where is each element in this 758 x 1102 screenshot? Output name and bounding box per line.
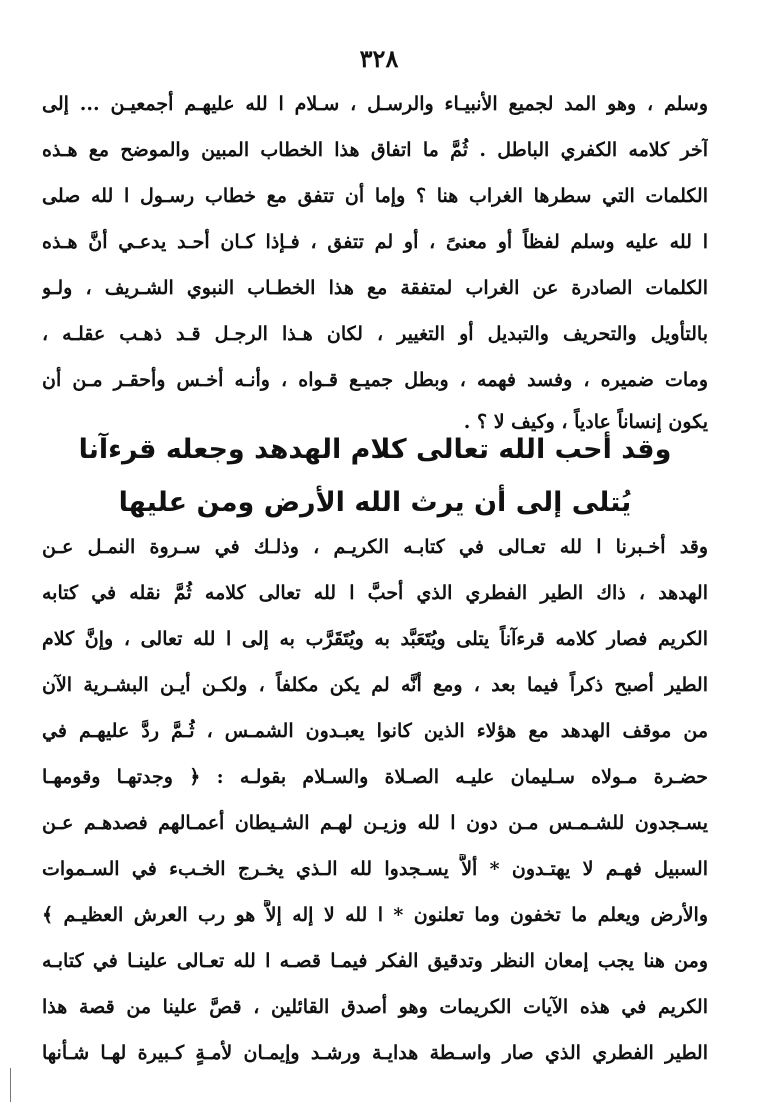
text-line: الكريم فصار كلامه قرءآناً يتلى ويُتَعَبَّد به ويُتَقَرَّب به إلى ا لله تعالى ، وإنَّ كلام xyxy=(42,628,708,650)
text-line: يكون إنساناً عادياً ، وكيف لا ؟ . xyxy=(463,411,708,433)
text-line: السبيل فهـم لا يهتـدون * ألاَّ يسـجدوا لله الـذي يخـرج الخـبء في السـموات xyxy=(42,858,708,880)
text-line: ا لله عليه وسلم لفظاً أو معنىً ، أو لم تتفق ، فـإذا كـان أحـد يدعـي أنَّ هـذه xyxy=(42,231,708,253)
page-number: ٣٢٨ xyxy=(359,44,399,73)
text-line: حضـرة مـولاه سـليمان عليـه الصـلاة والسـلام بقولـه : ﴿ وجدتهـا وقومهـا xyxy=(42,766,708,788)
scan-edge-mark xyxy=(10,1068,11,1102)
text-line: وقد أخـبرنا ا لله تعـالى في كتابـه الكريـم ، وذلـك في سـروة النمـل عـن xyxy=(42,536,708,558)
text-line: الطير أصبح ذكراً فيما بعد ، ومع أنَّه لم يكن مكلفاً ، ولكـن أيـن البشـرية الآن xyxy=(42,674,708,696)
text-line: الكلمات التي سطرها الغراب هنا ؟ وإما أن تتفق مع خطاب رسـول ا لله صلى xyxy=(42,185,708,207)
text-line: آخر كلامه الكفري الباطل . ثُمَّ ما اتفاق هذا الخطاب المبين والموضح مع هـذه xyxy=(42,139,708,161)
text-line: الهدهد ، ذاك الطير الفطري الذي أحبَّ ا لله تعالى كلامه ثُمَّ نقله في كتابه xyxy=(42,582,708,604)
text-line: الكلمات الصادرة عن الغراب لمتفقة مع هذا الخطـاب النبوي الشـريف ، ولـو xyxy=(42,277,708,299)
text-line: والأرض ويعلم ما تخفون وما تعلنون * ا لله لا إله إلاَّ هو رب العرش العظيـم ﴾ xyxy=(42,904,708,926)
text-line: بالتأويل والتحريف والتبديل أو التغيير ، لكان هـذا الرجـل قـد ذهـب عقلـه ، xyxy=(42,323,708,345)
heading-line: وقد أحب الله تعالى كلام الهدهد وجعله قرءآنا xyxy=(78,434,672,465)
text-line: يسـجدون للشـمـس مـن دون ا لله وزيـن لهـم الشـيطان أعمـالهم فصدهـم عـن xyxy=(42,812,708,834)
text-line: الكريم في هذه الآيات الكريمات وهو أصدق القائلين ، قصَّ علينا من قصة هذا xyxy=(42,996,708,1018)
heading-line: يُتلى إلى أن يرث الله الأرض ومن عليها xyxy=(118,487,632,518)
text-line: وسلم ، وهو المد لجميع الأنبيـاء والرسـل ، سـلام ا لله عليهـم أجمعيـن ... إلى xyxy=(42,93,708,115)
text-line: ومات ضميره ، وفسد فهمه ، وبطل جميـع قـواه ، وأنـه أخـس وأحقـر مـن أن xyxy=(42,369,708,391)
text-line: من موقف الهدهد مع هؤلاء الذين كانوا يعبـدون الشمـس ، ثُـمَّ ردَّ عليهـم في xyxy=(42,720,708,742)
text-line: الطير الفطري الذي صار واسـطة هدايـة ورشـد وإيمـان لأمـةٍ كـبيرة لهـا شـأنها xyxy=(42,1042,708,1064)
text-line: ومن هنا يجب إمعان النظر وتدقيق الفكر فيمـا قصـه ا لله تعـالى علينـا في كتابـه xyxy=(42,950,708,972)
